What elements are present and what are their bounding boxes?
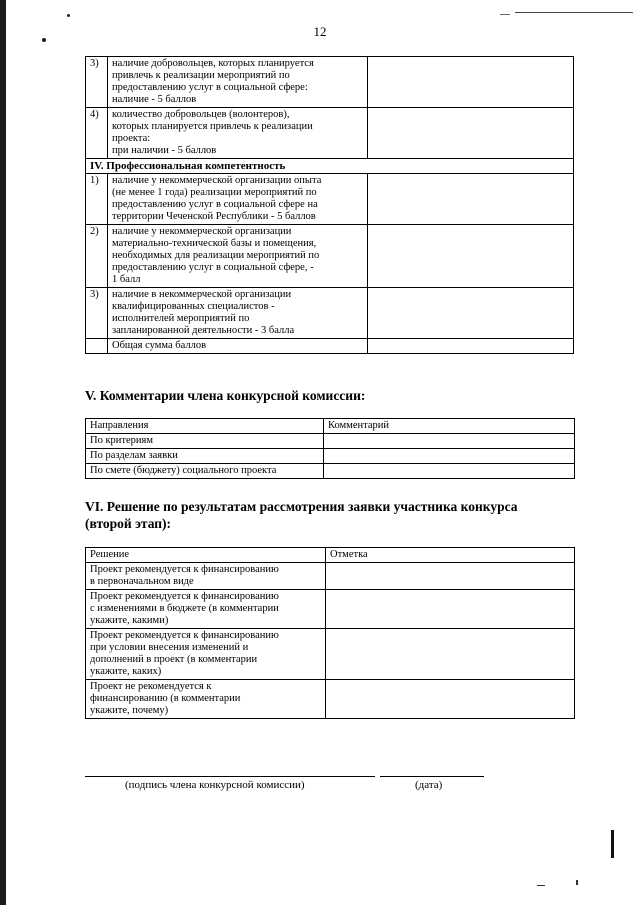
section-row [86,159,574,174]
cell-text-line: привлечь к реализации мероприятий по [112,70,290,81]
total-row [86,339,574,354]
cell-text-line: предоставлению услуг в социальной сфере: [112,82,308,93]
mark-cell [326,629,575,680]
score-cell [368,288,574,339]
cell-text-line: предоставлению услуг в социальной сфере на [112,199,318,210]
direction-label: По смете (бюджету) социального проекта [86,464,324,479]
cell-text-line: проекта: [112,133,151,144]
cell-text-line: финансированию (в комментарии [90,693,241,704]
cell-text-line: материально-технической базы и помещения, [112,238,317,249]
criterion-text [108,174,368,225]
table-header-row [86,419,575,434]
cell-text-line: укажите, какими) [90,615,169,626]
page-number: 12 [313,24,327,39]
comment-cell [324,434,575,449]
criterion-text [108,225,368,288]
decision-text [86,629,326,680]
cell-text-line: исполнителей мероприятий по [112,313,250,324]
comment-cell [324,449,575,464]
decision-text [86,680,326,719]
cell-text-line: которых планируется привлечь к реализации [112,121,313,132]
total-value-cell [368,339,574,354]
column-header: Отметка [326,548,575,563]
cell-text-line: наличие в некоммерческой организации [112,289,292,300]
column-header: Комментарий [324,419,575,434]
table-row [86,464,575,479]
cell-text-line: наличие - 5 баллов [112,94,197,105]
table-row [86,563,575,590]
cell-text-line: наличие у некоммерческой организации опыта [112,175,322,186]
criterion-text [108,288,368,339]
table-row [86,288,574,339]
date-caption: (дата) [415,779,443,791]
table-row [86,629,575,680]
criterion-text [108,108,368,159]
section-4-title: IV. Профессиональная компетентность [86,159,574,174]
table-row [86,225,574,288]
mark-cell [326,680,575,719]
item-number: 2) [86,225,108,288]
item-number: 1) [86,174,108,225]
score-cell [368,57,574,108]
table-row [86,590,575,629]
cell-text-line: предоставлению услуг в социальной сфере, - [112,262,314,273]
scan-edge [0,0,6,905]
cell-text-line: с изменениями в бюджете (в комментарии [90,603,279,614]
direction-label: По критериям [86,434,324,449]
table-row [86,174,574,225]
section-6-title-line1: VI. Решение по результатам рассмотрения заявки участника конкурса [85,499,518,514]
section-6-title [85,498,575,532]
item-number: 3) [86,288,108,339]
table-header-row [86,548,575,563]
score-cell [368,108,574,159]
decision-table [85,547,575,719]
criteria-table [85,56,574,354]
score-cell [368,174,574,225]
criterion-text [108,57,368,108]
table-row [86,449,575,464]
mark-cell [326,563,575,590]
decision-text [86,590,326,629]
comment-cell [324,464,575,479]
column-header: Направления [86,419,324,434]
scan-line [515,12,633,13]
cell-text-line: при наличии - 5 баллов [112,145,217,156]
empty-cell [86,339,108,354]
direction-label: По разделам заявки [86,449,324,464]
margin-mark [611,830,614,858]
signature-caption: (подпись члена конкурсной комиссии) [125,779,305,791]
cell-text-line: Проект рекомендуется к финансированию [90,591,279,602]
cell-text-line: территории Чеченской Республики - 5 баллов [112,211,316,222]
scan-speck [576,880,578,885]
cell-text-line: наличие добровольцев, которых планируется [112,58,314,69]
section-6-title-line2: (второй этап): [85,516,172,531]
table-row [86,434,575,449]
scan-line [500,14,510,15]
cell-text-line: запланированной деятельности - 3 балла [112,325,295,336]
cell-text-line: необходимых для реализации мероприятий по [112,250,320,261]
decision-text [86,563,326,590]
cell-text-line: Проект рекомендуется к финансированию [90,564,279,575]
date-line [380,776,484,777]
total-label: Общая сумма баллов [108,339,368,354]
table-row [86,57,574,108]
cell-text-line: квалифицированных специалистов - [112,301,275,312]
cell-text-line: при условии внесения изменений и [90,642,249,653]
cell-text-line: укажите, каких) [90,666,162,677]
cell-text-line: дополнений в проект (в комментарии [90,654,258,665]
scan-line [537,885,545,886]
cell-text-line: 1 балл [112,274,141,285]
column-header: Решение [86,548,326,563]
cell-text-line: Проект не рекомендуется к [90,681,212,692]
section-5-title: V. Комментарии члена конкурсной комиссии: [85,388,366,403]
item-number: 3) [86,57,108,108]
signature-line [85,776,375,777]
cell-text-line: количество добровольцев (волонтеров), [112,109,290,120]
cell-text-line: в первоначальном виде [90,576,194,587]
cell-text-line: Проект рекомендуется к финансированию [90,630,279,641]
table-row [86,680,575,719]
scan-speck [67,14,70,17]
comments-table [85,418,575,479]
cell-text-line: укажите, почему) [90,705,169,716]
table-row [86,108,574,159]
item-number: 4) [86,108,108,159]
mark-cell [326,590,575,629]
cell-text-line: (не менее 1 года) реализации мероприятий по [112,187,317,198]
cell-text-line: наличие у некоммерческой организации [112,226,292,237]
score-cell [368,225,574,288]
